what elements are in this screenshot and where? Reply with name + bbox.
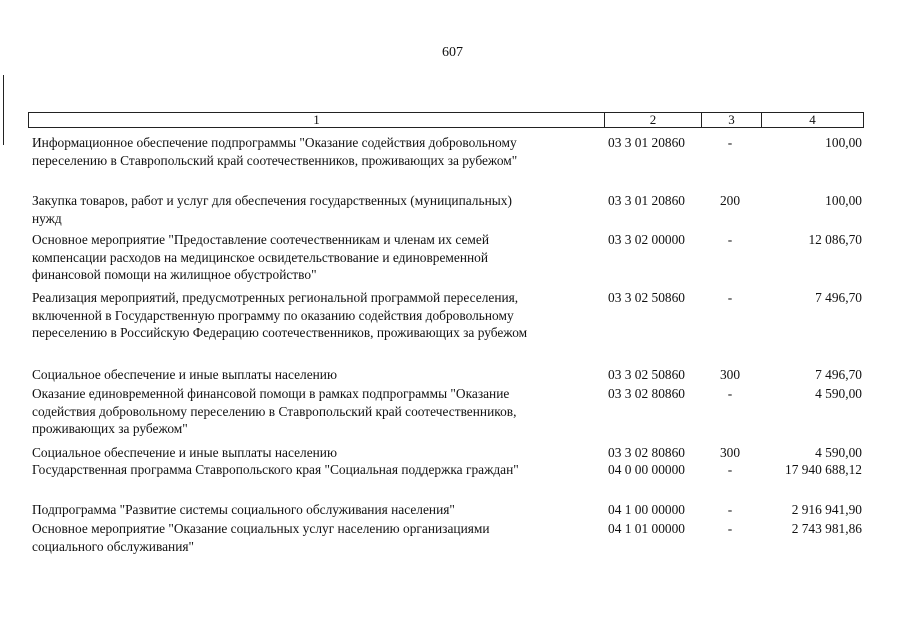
row-type: - [727,521,733,536]
header-col-4: 4 [809,112,816,127]
row-code: 04 1 01 00000 [608,521,685,536]
row-description: Оказание единовременной финансовой помощи в рамках подпрограммы "Оказание содействия добровольному переселению в Ставропольский край соотечественников, проживающих за рубежом" [32,386,517,437]
row-type: - [727,290,733,305]
row-type: - [727,386,733,401]
row-amount: 7 496,70 [815,367,862,382]
row-code: 03 3 02 80860 [608,445,685,460]
row-type: 200 [719,193,741,208]
row-code: 03 3 02 80860 [608,386,685,401]
row-code: 03 3 02 50860 [608,290,685,305]
row-description: Реализация мероприятий, предусмотренных региональной программой переселения, включенной в Государственную программу по оказанию содействия добровольному переселению в Российскую Федерацию соотечественников, проживающих за рубежом [32,290,528,341]
row-amount: 12 086,70 [808,232,862,247]
header-col-3: 3 [702,113,762,127]
row-code: 04 0 00 00000 [608,462,685,477]
row-description: Основное мероприятие "Оказание социальных услуг населению организациями социального обслуживания" [32,521,490,554]
row-description: Государственная программа Ставропольского края "Социальная поддержка граждан" [32,462,519,477]
row-amount: 2 916 941,90 [791,502,862,517]
row-amount: 17 940 688,12 [785,462,862,477]
row-type: 300 [719,367,741,382]
row-type: - [727,135,733,150]
row-code: 03 3 02 00000 [608,232,685,247]
row-amount: 4 590,00 [815,386,862,401]
row-type: - [727,462,733,477]
header-col-2: 2 [605,113,702,127]
row-description: Основное мероприятие "Предоставление соотечественникам и членам их семей компенсации расходов на медицинское освидетельствование и единовременной финансовой помощи на жилищное обустройство" [32,232,489,283]
row-amount: 7 496,70 [815,290,862,305]
row-description: Социальное обеспечение и иные выплаты населению [32,445,337,460]
row-code: 03 3 01 20860 [608,135,685,150]
row-amount: 2 743 981,86 [791,521,862,536]
row-type: 300 [719,445,741,460]
row-type: - [727,232,733,247]
row-description: Подпрограмма "Развитие системы социального обслуживания населения" [32,502,455,517]
row-description: Информационное обеспечение подпрограммы "Оказание содействия добровольному переселению в Ставропольский край соотечественников, проживающих за рубежом" [32,135,518,168]
row-code: 03 3 02 50860 [608,367,685,382]
margin-rule [3,75,4,145]
row-description: Закупка товаров, работ и услуг для обеспечения государственных (муниципальных) нужд [32,193,512,226]
row-amount: 100,00 [825,135,862,150]
table-header [28,112,864,128]
page-number: 607 [442,45,463,60]
row-amount: 100,00 [825,193,862,208]
row-code: 04 1 00 00000 [608,502,685,517]
row-code: 03 3 01 20860 [608,193,685,208]
row-type: - [727,502,733,517]
row-description: Социальное обеспечение и иные выплаты населению [32,367,337,382]
header-col-1: 1 [29,113,605,127]
row-amount: 4 590,00 [815,445,862,460]
